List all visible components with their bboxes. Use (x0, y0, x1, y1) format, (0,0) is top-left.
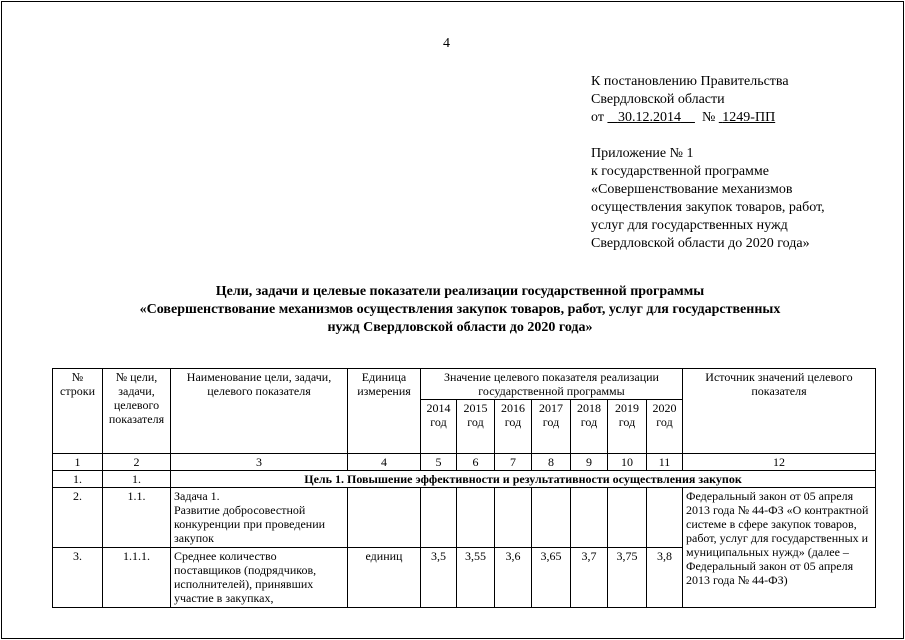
col-number: 11 (647, 454, 683, 471)
decree-header (591, 73, 789, 127)
header-row-no: № строки (53, 369, 103, 454)
task-value-cell (571, 488, 608, 548)
appendix-block (591, 145, 825, 253)
task-name (171, 488, 348, 548)
task-no: 1.1. (103, 488, 171, 548)
goal-title: Цель 1. Повышение эффективности и результативности осуществления закупок (171, 471, 876, 488)
task-value-cell (421, 488, 457, 548)
decree-date: 30.12.2014 (617, 110, 681, 125)
col-number: 12 (683, 454, 876, 471)
page-number: 4 (443, 36, 450, 51)
indicator-value: 3,75 (608, 548, 647, 608)
indicator-no: 1.1.1. (103, 548, 171, 608)
col-number: 3 (171, 454, 348, 471)
header-unit: Единица измерения (348, 369, 421, 454)
goal-no: 1. (103, 471, 171, 488)
header-values-group: Значение целевого показателя реализации государственной программы (421, 369, 683, 400)
col-number: 6 (457, 454, 495, 471)
decree-line-2: Свердловской области (591, 92, 725, 107)
header-year: 2020 год (647, 400, 683, 454)
title-line: нужд Свердловской области до 2020 года» (327, 320, 593, 335)
task-value-cell (608, 488, 647, 548)
appendix-line: «Совершенствование механизмов (591, 182, 793, 197)
task-value-cell (647, 488, 683, 548)
document-title (60, 283, 860, 337)
col-number: 1 (53, 454, 103, 471)
task-label: Задача 1. (174, 489, 220, 503)
indicator-value: 3,6 (495, 548, 532, 608)
decree-date-line (591, 109, 789, 127)
task-value-cell (495, 488, 532, 548)
title-line: «Совершенствование механизмов осуществления закупок товаров, работ, услуг для государственных (139, 302, 781, 317)
col-number: 7 (495, 454, 532, 471)
decree-number: 1249-ПП (722, 110, 776, 125)
date-prefix: от (591, 110, 604, 125)
task-description: Развитие добросовестной конкуренции при проведении закупок (174, 503, 326, 545)
col-number: 10 (608, 454, 647, 471)
number-prefix: № (701, 110, 716, 125)
task-value-cell (457, 488, 495, 548)
goals-table (52, 368, 876, 608)
indicator-value: 3,65 (532, 548, 571, 608)
decree-line-1: К постановлению Правительства (591, 74, 789, 89)
source-cell: Федеральный закон от 05 апреля 2013 года № 44-ФЗ «О контрактной системе в сфере закупок товаров, работ, услуг для государственных и муниципальных нужд» (далее – Федеральный закон от 05 апреля 2013 года № 44-ФЗ) (683, 488, 876, 608)
header-goal-no: № цели, задачи, целевого показателя (103, 369, 171, 454)
indicator-value: 3,8 (647, 548, 683, 608)
col-number: 4 (348, 454, 421, 471)
task-row-no: 2. (53, 488, 103, 548)
header-year: 2018 год (571, 400, 608, 454)
indicator-name: Среднее количество поставщиков (подрядчиков, исполнителей), принявших участие в закупках, (171, 548, 348, 608)
col-number: 9 (571, 454, 608, 471)
task-value-cell (532, 488, 571, 548)
appendix-line: Приложение № 1 (591, 146, 694, 161)
indicator-value: 3,7 (571, 548, 608, 608)
indicator-unit: единиц (348, 548, 421, 608)
task-unit-cell (348, 488, 421, 548)
appendix-line: осуществления закупок товаров, работ, (591, 200, 825, 215)
header-year: 2014 год (421, 400, 457, 454)
title-line: Цели, задачи и целевые показатели реализации государственной программы (215, 284, 705, 299)
indicator-value: 3,5 (421, 548, 457, 608)
appendix-line: услуг для государственных нужд (591, 218, 788, 233)
col-number: 8 (532, 454, 571, 471)
header-year: 2015 год (457, 400, 495, 454)
header-year: 2019 год (608, 400, 647, 454)
indicator-row-no: 3. (53, 548, 103, 608)
col-number: 2 (103, 454, 171, 471)
indicator-value: 3,55 (457, 548, 495, 608)
appendix-line: Свердловской области до 2020 года» (591, 236, 810, 251)
header-source: Источник значений целевого показателя (683, 369, 876, 454)
header-year: 2017 год (532, 400, 571, 454)
header-name: Наименование цели, задачи, целевого показателя (171, 369, 348, 454)
col-number: 5 (421, 454, 457, 471)
goal-row-no: 1. (53, 471, 103, 488)
appendix-line: к государственной программе (591, 164, 769, 179)
header-year: 2016 год (495, 400, 532, 454)
